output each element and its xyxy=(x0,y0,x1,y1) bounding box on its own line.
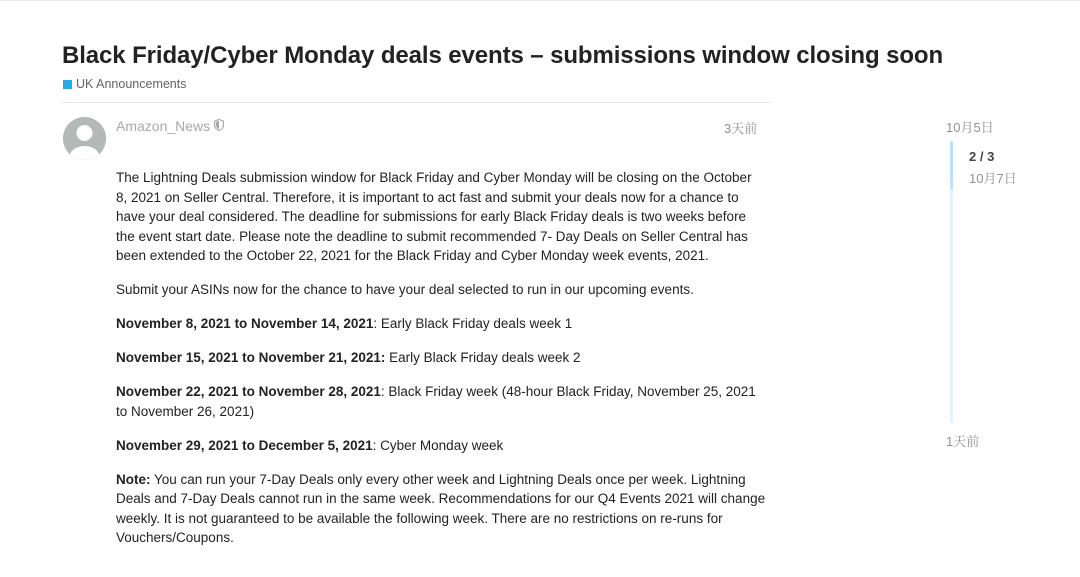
post-author[interactable] xyxy=(116,118,224,134)
event-dates: November 29, 2021 to December 5, 2021 xyxy=(116,437,373,453)
user-avatar-icon xyxy=(63,117,106,160)
event-line xyxy=(116,436,766,456)
timeline-handle[interactable] xyxy=(950,141,953,189)
event-description: : Early Black Friday deals week 1 xyxy=(373,316,573,331)
top-divider xyxy=(0,0,1080,1)
timeline-position-date: 10月7日 xyxy=(969,171,1017,186)
category-color-icon xyxy=(63,80,72,89)
category-badge[interactable] xyxy=(63,77,187,91)
note-text: You can run your 7-Day Deals only every other week and Lightning Deals once per week. Lightning Deals and 7-Day Deals cannot run in the same week. Recommendations for our Q4 Events 2021 will change weekly. It is not guaranteed to be available the following week. There are no restrictions on re-runs for Vouchers/Coupons. xyxy=(116,471,766,545)
event-line xyxy=(116,314,766,334)
event-line xyxy=(116,348,766,368)
event-line xyxy=(116,382,766,421)
note-paragraph xyxy=(116,470,766,548)
timeline-position: 2 / 3 xyxy=(969,149,995,164)
shield-icon xyxy=(214,118,224,134)
timeline-end-date[interactable]: 1天前 xyxy=(946,434,980,449)
event-description: : Cyber Monday week xyxy=(372,437,504,453)
timeline-start-date[interactable]: 10月5日 xyxy=(946,120,994,135)
post-date[interactable]: 3天前 xyxy=(724,121,758,136)
title-divider xyxy=(62,102,772,103)
event-description: Early Black Friday deals week 2 xyxy=(385,350,581,365)
post-paragraph: Submit your ASINs now for the chance to have your deal selected to run in our upcoming events. xyxy=(116,282,694,297)
post-body xyxy=(116,168,766,562)
post-paragraph: The Lightning Deals submission window for Black Friday and Cyber Monday will be closing on the October 8, 2021 on Seller Central. Therefore, it is important to act fast and submit your deals now for a chance to have your deal considered. The deadline for submissions for early Black Friday deals is two weeks before the event start date. Please note the deadline to submit recommended 7- Day Deals on Seller Central has been extended to the October 22, 2021 for the Black Friday and Cyber Monday week events, 2021. xyxy=(116,170,752,263)
event-dates: November 8, 2021 to November 14, 2021 xyxy=(116,316,374,331)
event-dates: November 22, 2021 to November 28, 2021 xyxy=(116,384,381,399)
event-dates: November 15, 2021 to November 21, 2021: xyxy=(116,350,386,365)
category-label: UK Announcements xyxy=(76,77,187,91)
event-description: : Black Friday week (48-hour Black Friday, November 25, 2021 to November 26, 2021) xyxy=(116,384,756,419)
topic-title[interactable]: Black Friday/Cyber Monday deals events – submissions window closing soon xyxy=(62,42,944,69)
note-label: Note: xyxy=(116,471,151,487)
post-author-name: Amazon_News xyxy=(116,118,211,134)
avatar[interactable] xyxy=(63,117,106,160)
